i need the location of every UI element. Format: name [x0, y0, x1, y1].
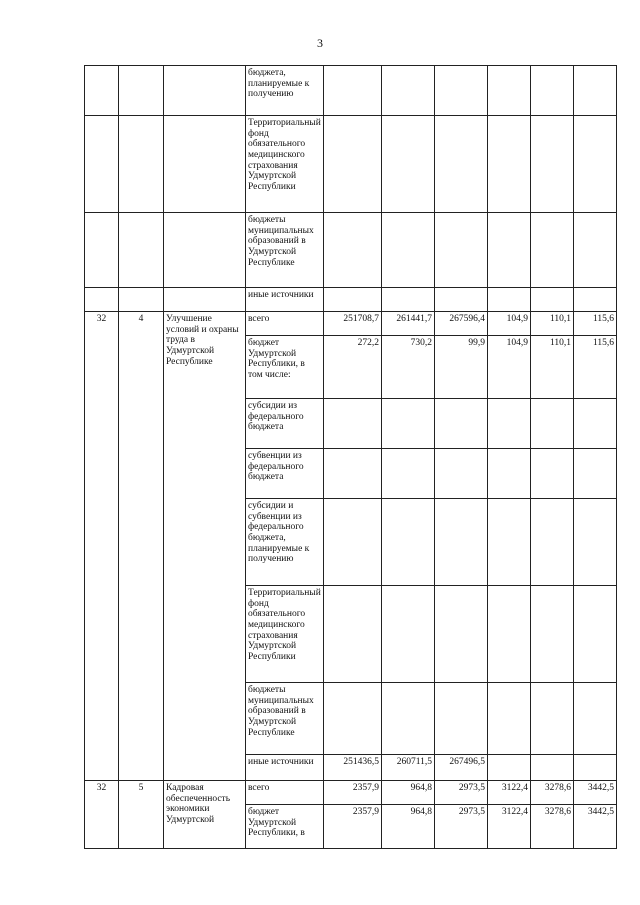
cell-value — [382, 66, 435, 116]
cell-source: субсидии из федерального бюджета — [246, 399, 324, 449]
cell-value — [531, 586, 574, 683]
cell-value: 267596,4 — [435, 312, 488, 336]
cell-value: 251436,5 — [324, 755, 382, 781]
cell-number — [85, 213, 119, 288]
cell-value — [574, 116, 617, 213]
cell-value — [574, 288, 617, 312]
cell-value: 3122,4 — [488, 805, 531, 849]
cell-value: 115,6 — [574, 336, 617, 399]
cell-source: субсидии и субвенции из федерального бюджета, планируемые к получению — [246, 499, 324, 586]
table-row — [85, 312, 617, 336]
cell-value — [435, 399, 488, 449]
cell-value: 115,6 — [574, 312, 617, 336]
cell-value — [488, 755, 531, 781]
cell-subnumber — [119, 288, 164, 312]
cell-subnumber — [119, 66, 164, 116]
cell-number — [85, 66, 119, 116]
cell-value — [488, 586, 531, 683]
cell-value — [382, 399, 435, 449]
cell-value: 99,9 — [435, 336, 488, 399]
cell-value — [574, 586, 617, 683]
cell-subnumber — [119, 213, 164, 288]
cell-source: бюджета, планируемые к получению — [246, 66, 324, 116]
page-number: 3 — [317, 36, 323, 50]
cell-value — [324, 499, 382, 586]
cell-value — [435, 66, 488, 116]
cell-number — [85, 116, 119, 213]
cell-name — [164, 116, 246, 213]
cell-value: 964,8 — [382, 781, 435, 805]
cell-source: иные источники — [246, 755, 324, 781]
cell-value: 110,1 — [531, 336, 574, 399]
cell-source: иные источники — [246, 288, 324, 312]
cell-value — [324, 449, 382, 499]
cell-value — [324, 683, 382, 755]
cell-value — [382, 499, 435, 586]
cell-value — [324, 288, 382, 312]
cell-value — [324, 213, 382, 288]
cell-value — [435, 586, 488, 683]
cell-value — [435, 683, 488, 755]
cell-value — [324, 586, 382, 683]
cell-source: Территориальный фонд обязательного медицинского страхования Удмуртской Республики — [246, 116, 324, 213]
cell-value: 2973,5 — [435, 805, 488, 849]
cell-source: всего — [246, 781, 324, 805]
cell-number: 32 — [85, 781, 119, 849]
cell-value: 3442,5 — [574, 805, 617, 849]
cell-value — [574, 399, 617, 449]
cell-value: 3278,6 — [531, 781, 574, 805]
cell-value — [574, 449, 617, 499]
cell-value: 2357,9 — [324, 805, 382, 849]
cell-value — [435, 288, 488, 312]
cell-value — [531, 683, 574, 755]
cell-number: 32 — [85, 312, 119, 781]
cell-value — [531, 755, 574, 781]
cell-value: 730,2 — [382, 336, 435, 399]
cell-value — [324, 399, 382, 449]
cell-value: 2973,5 — [435, 781, 488, 805]
cell-name: Кадровая обеспеченность экономики Удмуртской — [164, 781, 246, 849]
cell-value — [382, 288, 435, 312]
cell-value: 251708,7 — [324, 312, 382, 336]
cell-name — [164, 288, 246, 312]
cell-value: 104,9 — [488, 312, 531, 336]
cell-value — [531, 288, 574, 312]
cell-source: бюджеты муниципальных образований в Удмуртской Республике — [246, 213, 324, 288]
cell-value — [531, 499, 574, 586]
cell-value — [574, 213, 617, 288]
cell-source: бюджеты муниципальных образований в Удмуртской Республике — [246, 683, 324, 755]
cell-value — [382, 449, 435, 499]
cell-value — [488, 66, 531, 116]
table-row — [85, 781, 617, 805]
cell-value: 272,2 — [324, 336, 382, 399]
cell-value — [488, 288, 531, 312]
cell-subnumber: 5 — [119, 781, 164, 849]
cell-value — [488, 116, 531, 213]
cell-value — [574, 499, 617, 586]
cell-subnumber — [119, 116, 164, 213]
cell-value — [531, 116, 574, 213]
cell-value: 104,9 — [488, 336, 531, 399]
cell-value — [435, 499, 488, 586]
cell-value — [531, 449, 574, 499]
cell-value — [574, 66, 617, 116]
cell-value: 3278,6 — [531, 805, 574, 849]
cell-value — [574, 755, 617, 781]
cell-value — [488, 449, 531, 499]
cell-value: 2357,9 — [324, 781, 382, 805]
cell-value: 267496,5 — [435, 755, 488, 781]
cell-value — [382, 683, 435, 755]
cell-value: 3442,5 — [574, 781, 617, 805]
cell-number — [85, 288, 119, 312]
cell-value: 110,1 — [531, 312, 574, 336]
cell-value: 3122,4 — [488, 781, 531, 805]
cell-name — [164, 213, 246, 288]
cell-value — [531, 213, 574, 288]
cell-value — [324, 66, 382, 116]
cell-value — [488, 213, 531, 288]
cell-value — [488, 499, 531, 586]
cell-value — [531, 66, 574, 116]
cell-subnumber: 4 — [119, 312, 164, 781]
cell-value: 964,8 — [382, 805, 435, 849]
cell-value — [488, 683, 531, 755]
cell-name: Улучшение условий и охраны труда в Удмуртской Республике — [164, 312, 246, 781]
cell-value — [382, 586, 435, 683]
table-row — [85, 288, 617, 312]
cell-value — [435, 116, 488, 213]
cell-value — [435, 213, 488, 288]
cell-value — [382, 116, 435, 213]
cell-value: 260711,5 — [382, 755, 435, 781]
table-row — [85, 213, 617, 288]
cell-name — [164, 66, 246, 116]
cell-value — [574, 683, 617, 755]
cell-value — [488, 399, 531, 449]
cell-value: 261441,7 — [382, 312, 435, 336]
cell-value — [324, 116, 382, 213]
cell-source: бюджет Удмуртской Республики, в — [246, 805, 324, 849]
funding-table — [84, 65, 617, 849]
table-row — [85, 116, 617, 213]
table-row — [85, 66, 617, 116]
cell-source: бюджет Удмуртской Республики, в том числе: — [246, 336, 324, 399]
cell-value — [382, 213, 435, 288]
cell-value — [435, 449, 488, 499]
cell-source: Территориальный фонд обязательного медицинского страхования Удмуртской Республики — [246, 586, 324, 683]
cell-source: субвенции из федерального бюджета — [246, 449, 324, 499]
cell-source: всего — [246, 312, 324, 336]
cell-value — [531, 399, 574, 449]
